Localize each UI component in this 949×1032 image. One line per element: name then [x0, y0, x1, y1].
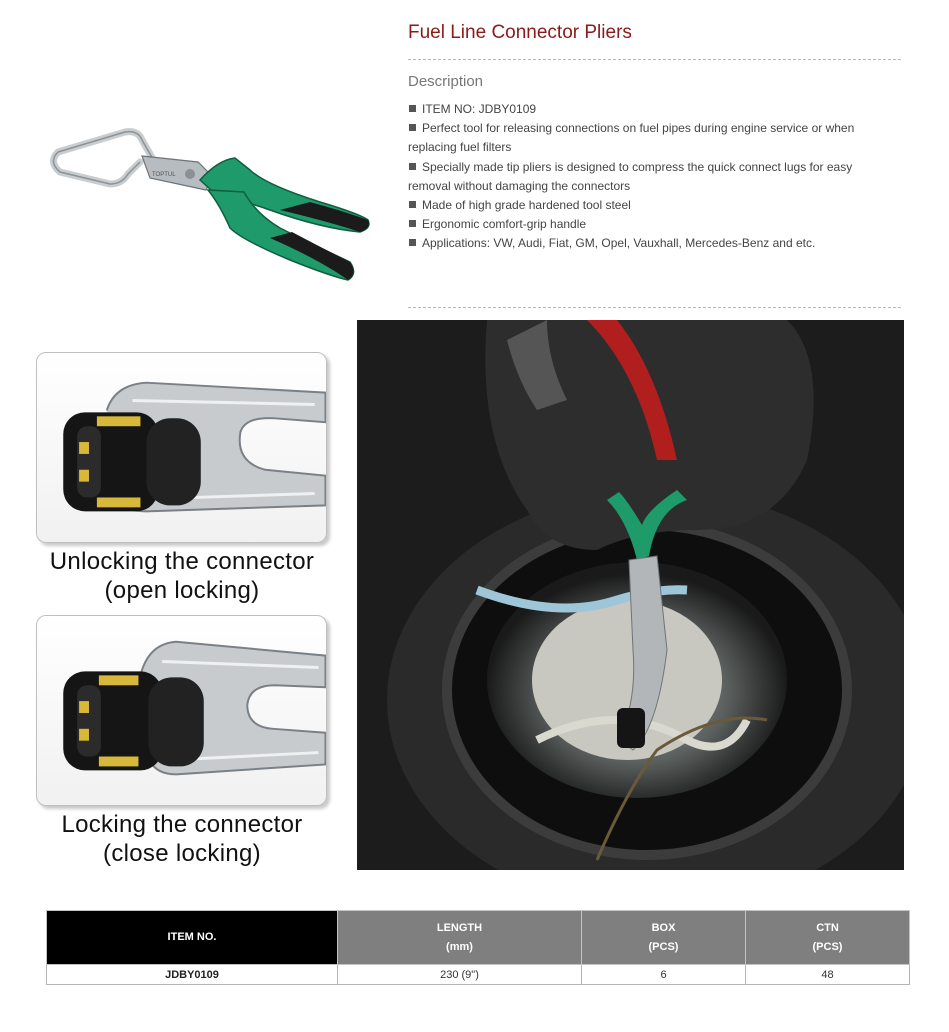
divider [408, 59, 901, 60]
list-item: Made of high grade hardened tool steel [408, 196, 898, 215]
divider [408, 307, 901, 308]
product-title: Fuel Line Connector Pliers [408, 22, 632, 43]
table-row [47, 965, 910, 985]
column-header-box: BOX (PCS) [582, 911, 746, 965]
description-heading: Description [408, 73, 484, 90]
lock-caption: Locking the connector (close locking) [61, 811, 303, 867]
column-header-ctn: CTN (PCS) [746, 911, 910, 965]
unlock-illustration [36, 352, 327, 543]
product-image [30, 110, 380, 300]
list-item: Ergonomic comfort-grip handle [408, 215, 898, 234]
column-header-length: LENGTH (mm) [338, 911, 582, 965]
cell-item-no: JDBY0109 [47, 965, 338, 985]
cell-box: 6 [582, 965, 746, 985]
bullet-square-icon [409, 220, 416, 227]
bullet-square-icon [409, 163, 416, 170]
bullet-square-icon [409, 201, 416, 208]
brand-mark: TOPTUL [152, 172, 176, 178]
bullet-square-icon [409, 124, 416, 131]
list-item: Perfect tool for releasing connections on fuel pipes during engine service or when replacing fuel filters [408, 121, 855, 155]
list-item: Specially made tip pliers is designed to compress the quick connect lugs for easy removal without damaging the connectors [408, 159, 853, 193]
cell-length: 230 (9") [338, 965, 582, 985]
cell-ctn: 48 [746, 965, 910, 985]
table-header-row [47, 911, 910, 965]
usage-photo [357, 320, 904, 870]
list-item: ITEM NO: JDBY0109 [408, 100, 898, 119]
unlock-caption: Unlocking the connector (open locking) [49, 548, 315, 604]
lock-illustration [36, 615, 327, 806]
bullet-square-icon [409, 239, 416, 246]
pliers-illustration [30, 110, 380, 300]
column-header-item-no: ITEM NO. [47, 911, 338, 965]
bullet-square-icon [409, 105, 416, 112]
spec-table [46, 910, 910, 985]
list-item: Applications: VW, Audi, Fiat, GM, Opel, Vauxhall, Mercedes-Benz and etc. [408, 234, 898, 253]
feature-list [408, 100, 898, 254]
